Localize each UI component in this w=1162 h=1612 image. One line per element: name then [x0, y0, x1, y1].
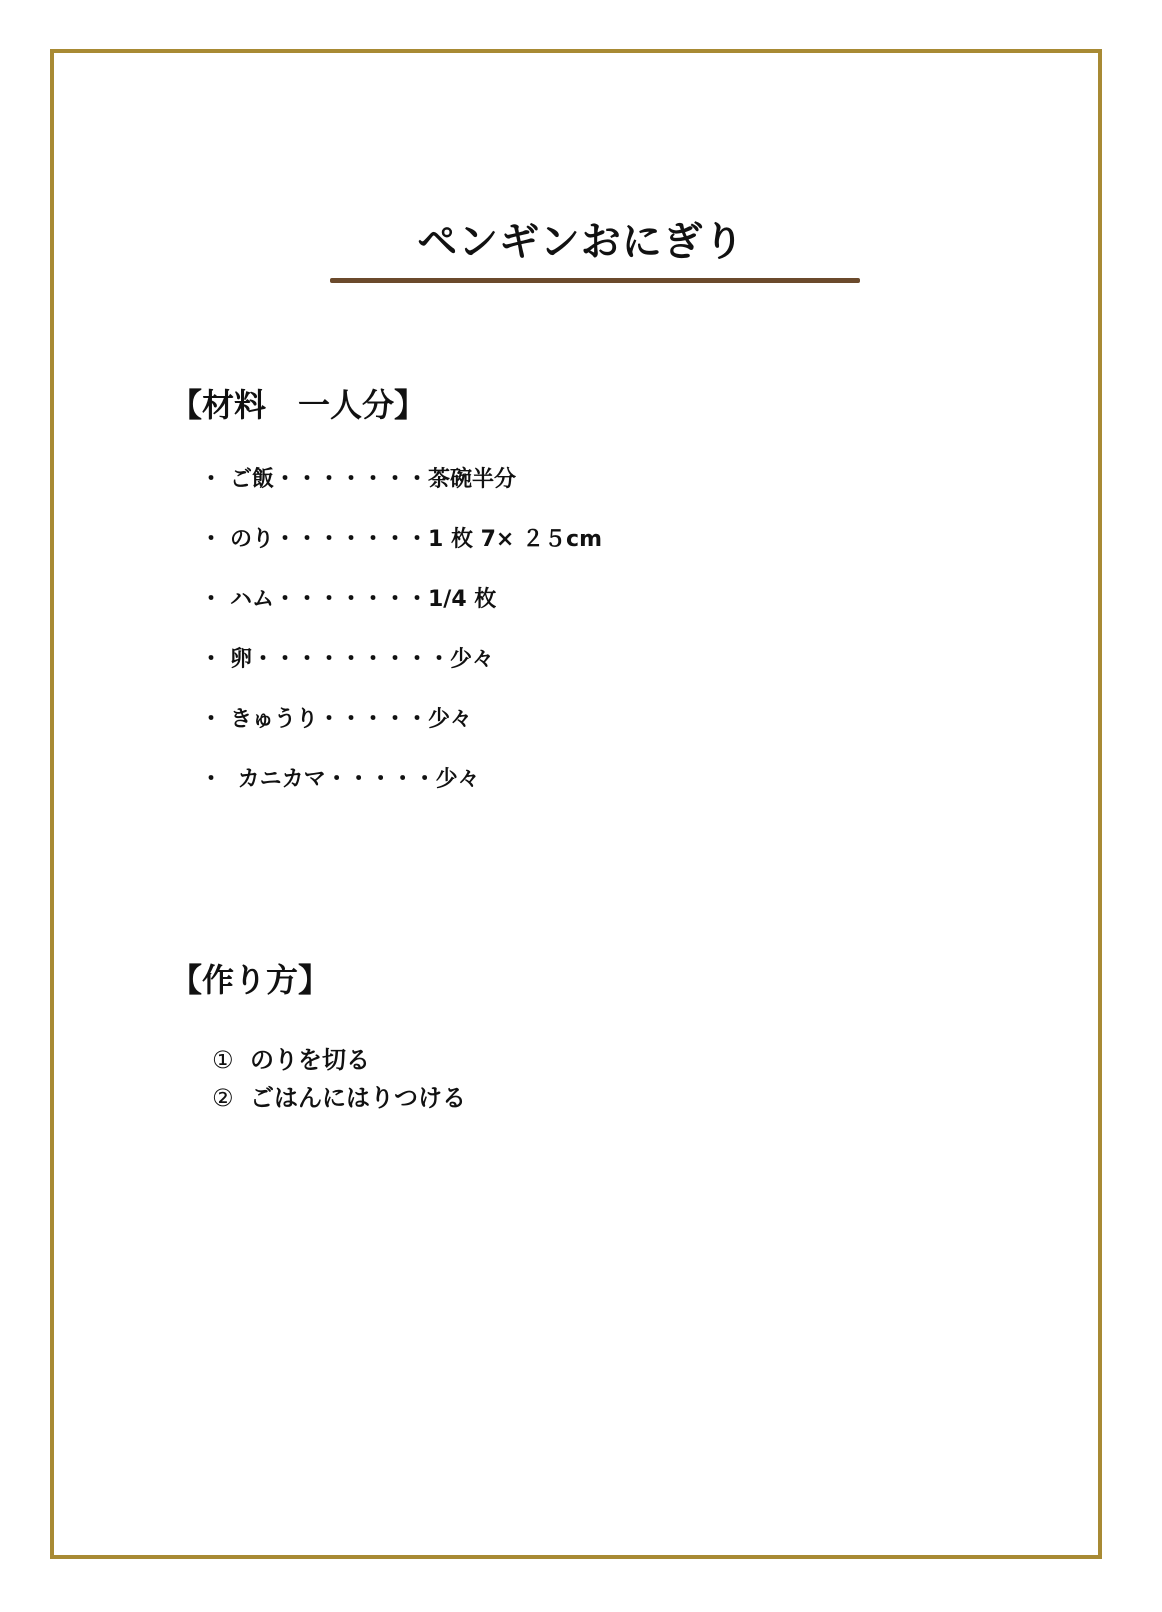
- list-item: [200, 642, 602, 702]
- ingredients-list: [200, 462, 602, 822]
- bullet: ・: [200, 707, 223, 732]
- steps-list: [212, 1040, 466, 1116]
- title-underline: [330, 278, 860, 283]
- ingredient-text: のり・・・・・・・1 枚 7× ２５cm: [230, 527, 602, 552]
- ingredient-text: 卵・・・・・・・・・少々: [230, 647, 495, 672]
- ingredient-text: ハム・・・・・・・1/4 枚: [230, 587, 497, 612]
- method-heading: 【作り方】: [170, 961, 331, 999]
- bullet: ・: [200, 767, 223, 792]
- list-item: [200, 582, 602, 642]
- step-item: [212, 1078, 466, 1116]
- step-number: ②: [212, 1084, 234, 1112]
- step-item: [212, 1040, 466, 1078]
- list-item: [200, 522, 602, 582]
- ingredient-text: きゅうり・・・・・少々: [230, 707, 473, 732]
- list-item: [200, 462, 602, 522]
- list-item: [200, 762, 602, 822]
- bullet: ・: [200, 587, 223, 612]
- step-text: のりを切る: [250, 1046, 370, 1074]
- ingredient-text: ご飯・・・・・・・茶碗半分: [230, 467, 517, 492]
- step-text: ごはんにはりつける: [250, 1084, 466, 1112]
- bullet: ・: [200, 647, 223, 672]
- bullet: ・: [200, 467, 223, 492]
- step-number: ①: [212, 1046, 234, 1074]
- recipe-title: ペンギンおにぎり: [417, 219, 745, 265]
- ingredients-heading: 【材料 一人分】: [170, 386, 427, 424]
- list-item: [200, 702, 602, 762]
- bullet: ・: [200, 527, 223, 552]
- ingredient-text: カニカマ・・・・・少々: [230, 767, 480, 792]
